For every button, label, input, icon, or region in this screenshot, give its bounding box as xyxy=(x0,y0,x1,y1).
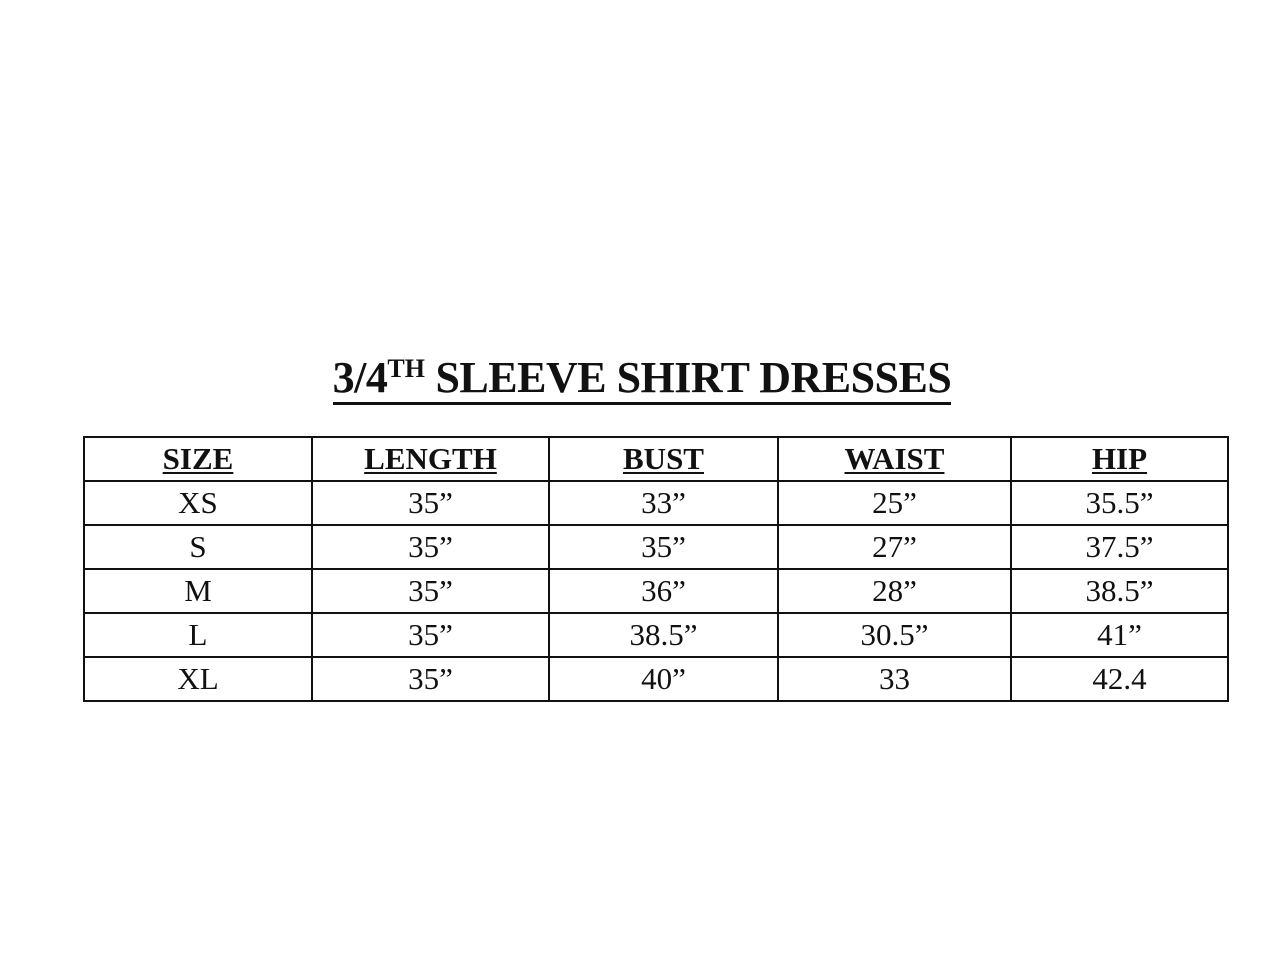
cell-hip: 38.5” xyxy=(1011,569,1228,613)
header-bust: BUST xyxy=(549,437,778,481)
cell-bust: 35” xyxy=(549,525,778,569)
page-title xyxy=(0,350,1284,406)
table-row xyxy=(84,525,1228,569)
cell-waist: 28” xyxy=(778,569,1011,613)
cell-length: 35” xyxy=(312,657,549,701)
cell-bust: 33” xyxy=(549,481,778,525)
cell-hip: 41” xyxy=(1011,613,1228,657)
title-text xyxy=(333,355,952,405)
cell-hip: 35.5” xyxy=(1011,481,1228,525)
header-hip: HIP xyxy=(1011,437,1228,481)
cell-bust: 36” xyxy=(549,569,778,613)
title-superscript: TH xyxy=(387,354,425,383)
cell-size: XS xyxy=(84,481,312,525)
header-waist: WAIST xyxy=(778,437,1011,481)
header-row xyxy=(84,437,1228,481)
cell-bust: 40” xyxy=(549,657,778,701)
cell-length: 35” xyxy=(312,481,549,525)
cell-size: S xyxy=(84,525,312,569)
cell-waist: 27” xyxy=(778,525,1011,569)
cell-size: L xyxy=(84,613,312,657)
header-size: SIZE xyxy=(84,437,312,481)
cell-length: 35” xyxy=(312,569,549,613)
cell-waist: 30.5” xyxy=(778,613,1011,657)
title-prefix: 3/4 xyxy=(332,353,388,402)
table-row xyxy=(84,657,1228,701)
table-row xyxy=(84,569,1228,613)
cell-size: M xyxy=(84,569,312,613)
header-length: LENGTH xyxy=(312,437,549,481)
cell-length: 35” xyxy=(312,525,549,569)
cell-size: XL xyxy=(84,657,312,701)
title-rest: SLEEVE SHIRT DRESSES xyxy=(424,353,952,402)
cell-bust: 38.5” xyxy=(549,613,778,657)
cell-hip: 37.5” xyxy=(1011,525,1228,569)
cell-length: 35” xyxy=(312,613,549,657)
cell-waist: 33 xyxy=(778,657,1011,701)
table-row xyxy=(84,481,1228,525)
size-chart-table xyxy=(83,436,1229,702)
cell-waist: 25” xyxy=(778,481,1011,525)
cell-hip: 42.4 xyxy=(1011,657,1228,701)
table-row xyxy=(84,613,1228,657)
